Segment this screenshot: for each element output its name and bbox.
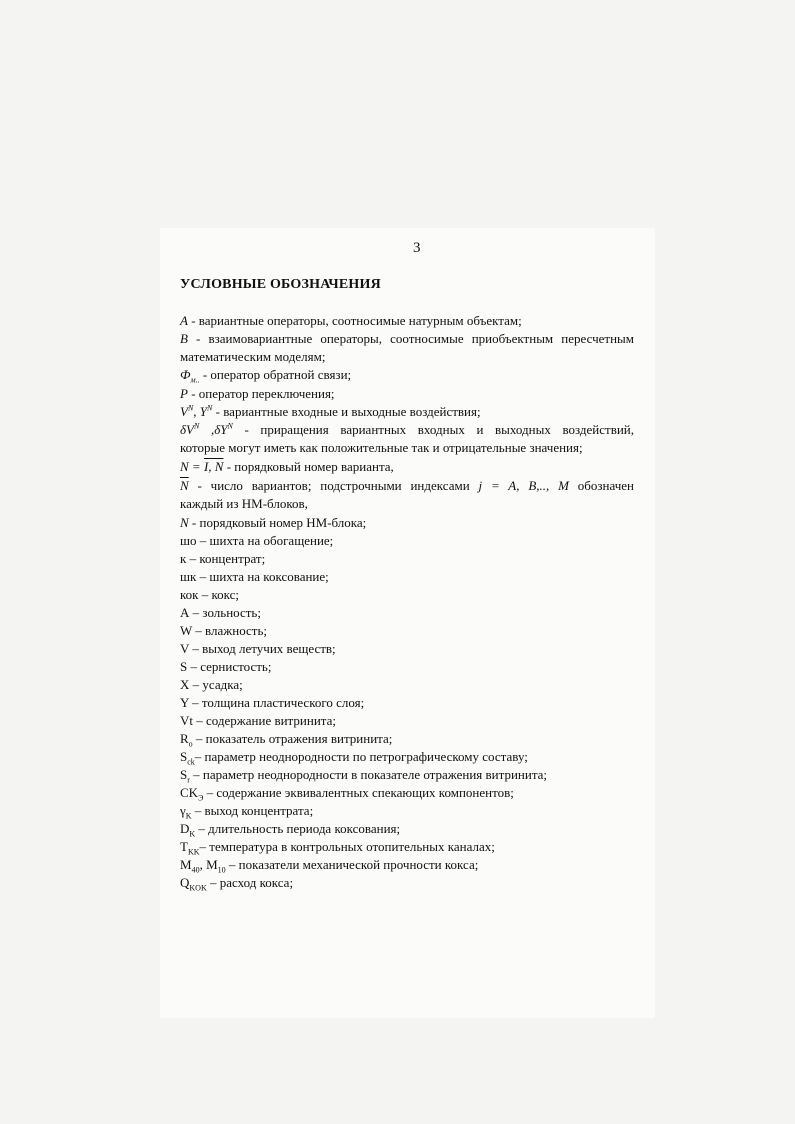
notation-item: $\gamma_K$ – выход концентрата; <box>180 803 314 821</box>
notation-item: $\delta V^N$ $,\delta Y^N$ - приращения вариантных входных и выходных воздействий, <box>180 421 634 437</box>
notation-item-cont: которые могут иметь как положительные так и отрицательные значения; <box>180 440 583 455</box>
notation-item: $V^N$, $Y^N$ - вариантные входные и выходные воздействия; <box>180 403 481 419</box>
notation-item: кок – кокс; <box>180 587 240 602</box>
notation-item-cont: математическим моделям; <box>180 349 326 364</box>
notation-item: $T_{KK}-$ температура в контрольных отопительных каналах; <box>180 839 495 857</box>
notation-item: S – сернистость; <box>180 659 272 674</box>
notation-item: шо – шихта на обогащение; <box>180 533 334 548</box>
notation-item: $Q_{KOK}$ – расход кокса; <box>180 875 294 893</box>
notation-item: N - порядковый номер НМ-блока; <box>180 515 367 530</box>
notation-item: X – усадка; <box>180 677 243 692</box>
section-heading: УСЛОВНЫЕ ОБОЗНАЧЕНИЯ <box>180 277 381 292</box>
notation-item: $CK_Э$ – содержание эквивалентных спекающих компонентов; <box>180 785 514 803</box>
notation-item: $S_{ck}-$ параметр неоднородности по петрографическому составу; <box>180 749 528 767</box>
page-number: 3 <box>413 240 421 256</box>
notation-item: к – концентрат; <box>180 551 266 566</box>
notation-item: V – выход летучих веществ; <box>180 641 336 656</box>
notation-item: $R_o$ – показатель отражения витринита; <box>180 731 393 749</box>
notation-item: Y – толщина пластического слоя; <box>180 695 365 710</box>
notation-item: Vt – содержание витринита; <box>180 713 336 728</box>
notation-item: W – влажность; <box>180 623 268 638</box>
notation-item: $M_{40}$, $M_{10}$ – показатели механической прочности кокса; <box>180 857 479 875</box>
notation-item: $\overline{N}$ - число вариантов; подстрочными индексами j = A, B,.., M обозначен <box>180 478 635 493</box>
notation-item: A - вариантные операторы, соотносимые натурным объектам; <box>180 313 522 328</box>
notation-item: $D_K$ – длительность периода коксования; <box>180 821 401 839</box>
notation-item: B - взаимовариантные операторы, соотносимые приобъектным пересчетным <box>180 331 634 346</box>
notation-item: $Ф_{м..}$ - оператор обратной связи; <box>180 367 352 385</box>
notation-item: P - оператор переключения; <box>180 386 335 401</box>
notation-list <box>180 312 634 892</box>
notation-item-cont: каждый из НМ-блоков, <box>180 496 308 511</box>
notation-item: $S_r$ – параметр неоднородности в показателе отражения витринита; <box>180 767 548 785</box>
notation-item: шк – шихта на коксование; <box>180 569 329 584</box>
notation-item: N = I, N - порядковый номер варианта, <box>180 459 394 474</box>
notation-item: А – зольность; <box>180 605 261 620</box>
